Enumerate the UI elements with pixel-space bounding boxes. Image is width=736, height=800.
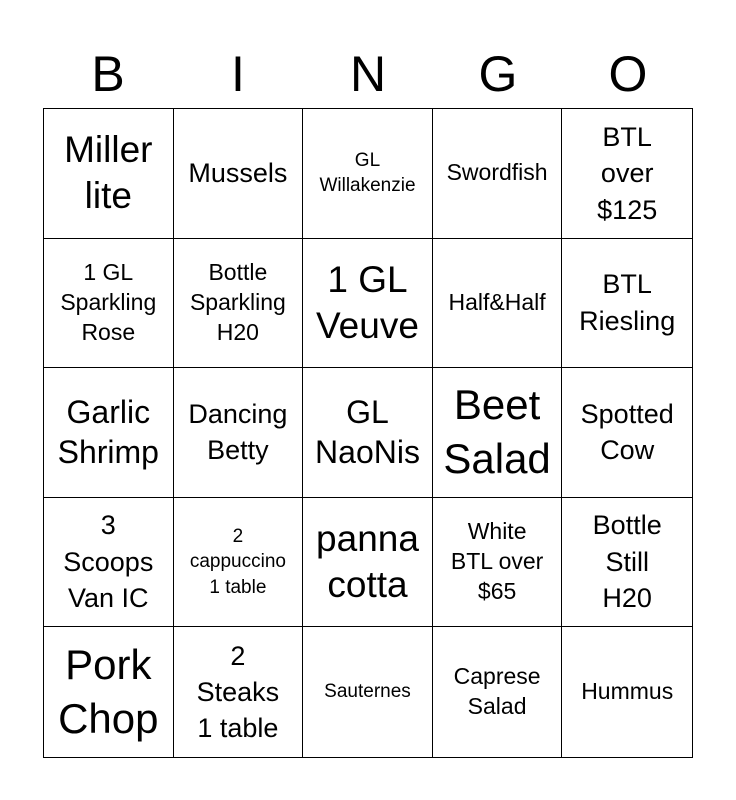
- bingo-cell[interactable]: Hummus: [581, 678, 674, 705]
- bingo-header: [43, 40, 693, 108]
- bingo-cell[interactable]: Garlic Shrimp: [44, 368, 174, 498]
- bingo-cell[interactable]: Beet Salad: [433, 368, 563, 498]
- bingo-cell[interactable]: 1 GL Sparkling Rose: [44, 239, 174, 369]
- bingo-cell[interactable]: Dancing Betty: [174, 368, 304, 498]
- bingo-cell[interactable]: Bottle Still H20: [562, 498, 692, 628]
- bingo-cell[interactable]: Bottle Sparkling H20: [174, 239, 304, 369]
- bingo-cell[interactable]: GL NaoNis: [303, 368, 433, 498]
- header-letter-b: B: [91, 46, 125, 102]
- bingo-cell[interactable]: Sauternes: [303, 627, 433, 757]
- bingo-cell[interactable]: 3 Scoops Van IC: [44, 498, 174, 628]
- bingo-cell[interactable]: Mussels: [174, 109, 304, 239]
- header-letter-n: N: [349, 46, 387, 102]
- bingo-cell[interactable]: 2 cappuccino 1 table: [174, 498, 304, 628]
- header-letter-o: O: [608, 46, 648, 102]
- header-letter-i: I: [231, 46, 245, 102]
- bingo-cell[interactable]: 2 Steaks 1 table: [174, 627, 304, 757]
- bingo-cell[interactable]: Pork Chop: [44, 627, 174, 757]
- bingo-cell[interactable]: Half&Half: [433, 239, 563, 369]
- bingo-cell[interactable]: Spotted Cow: [562, 368, 692, 498]
- bingo-cell[interactable]: Caprese Salad: [433, 627, 563, 757]
- bingo-cell[interactable]: BTL Riesling: [562, 239, 692, 369]
- header-letter-g: G: [478, 46, 518, 102]
- bingo-cell[interactable]: BTL over $125: [562, 109, 692, 239]
- bingo-cell[interactable]: Swordfish: [433, 109, 563, 239]
- bingo-cell[interactable]: 1 GL Veuve: [303, 239, 433, 369]
- bingo-cell[interactable]: White BTL over $65: [433, 498, 563, 628]
- bingo-cell[interactable]: Miller lite: [44, 109, 174, 239]
- bingo-grid: [43, 108, 693, 758]
- bingo-cell[interactable]: GL Willakenzie: [303, 109, 433, 239]
- bingo-cell[interactable]: panna cotta: [303, 498, 433, 628]
